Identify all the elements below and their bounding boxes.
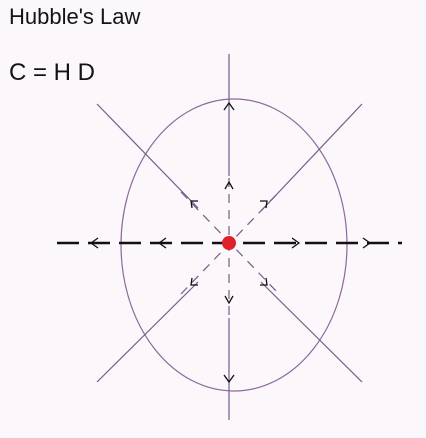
diagram-title: Hubble's Law — [9, 4, 141, 29]
downleft-arrow — [191, 278, 198, 285]
center-galaxy-dot — [222, 236, 236, 250]
right-arrow-outer — [363, 238, 370, 248]
hubble-formula: C = H D — [9, 59, 96, 86]
upright-arrow — [260, 201, 267, 208]
